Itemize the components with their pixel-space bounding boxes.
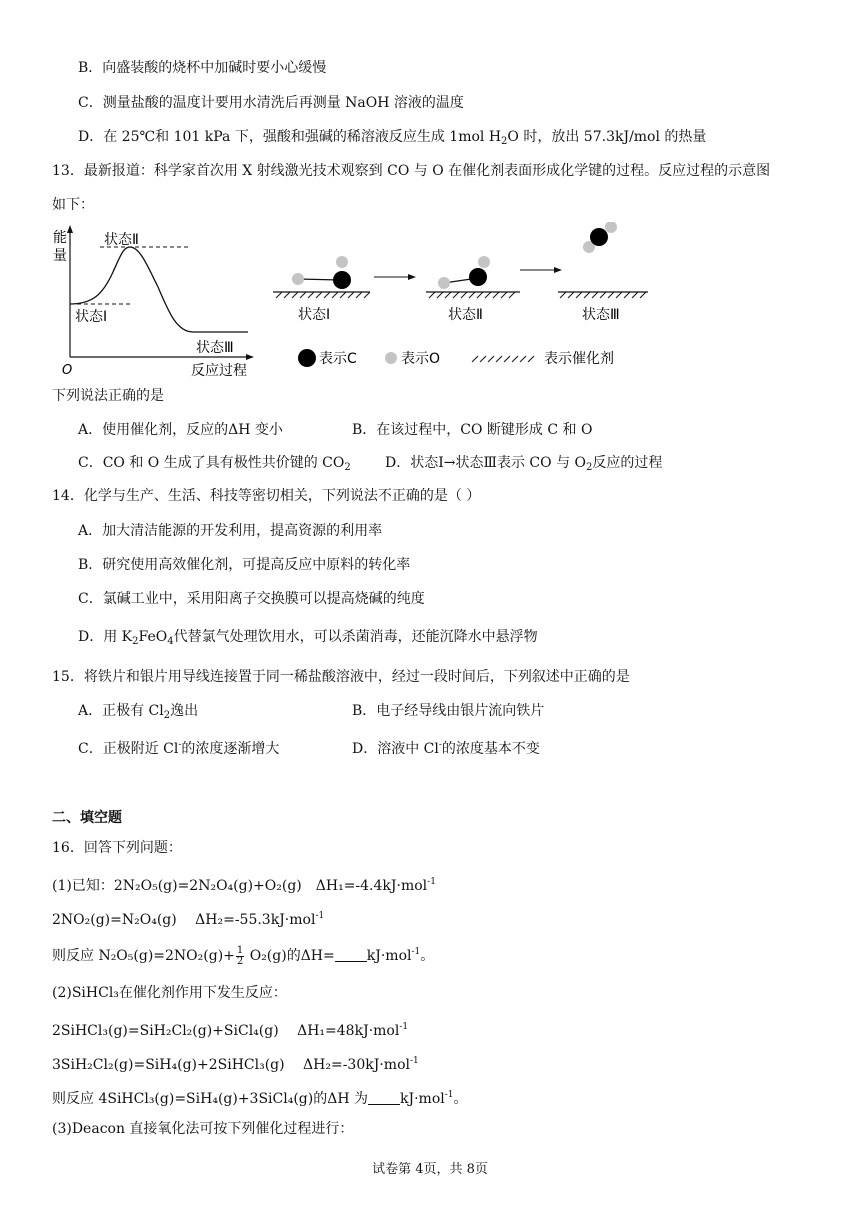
q14-option-a: A．加大清洁能源的开发利用，提高资源的利用率	[78, 523, 383, 539]
state3-o-atom-top	[605, 222, 617, 233]
q16-part1-eq2: 2NO₂(g)=N₂O₄(g) ΔH₂=-55.3kJ·mol$^{-1}$	[52, 911, 325, 928]
q13-figure	[48, 222, 648, 382]
q16-part2-eq2: 3SiH₂Cl₂(g)=SiH₄(g)+2SiHCl₃(g) ΔH₂=-30kJ·mol$^{-1}$	[52, 1056, 419, 1073]
q13-option-d: D．状态Ⅰ→状态Ⅲ表示 CO 与 $O_2$反应的过程	[385, 455, 663, 473]
state2-diagram	[426, 256, 520, 323]
curve-label-state2: 状态Ⅱ	[104, 232, 139, 248]
curve-label-state3: 状态Ⅲ	[196, 340, 234, 356]
legend-o-icon	[385, 352, 397, 364]
energy-diagram	[53, 225, 254, 379]
q14-option-c: C．氯碱工业中，采用阳离子交换膜可以提高烧碱的纯度	[78, 591, 425, 607]
answer-blank-2[interactable]	[368, 1090, 400, 1105]
q12-option-c: C．测量盐酸的温度计要用水清洗后再测量 NaOH 溶液的温度	[78, 95, 464, 111]
legend-catalyst-icon	[472, 356, 534, 362]
q16-part1-question: 则反应 N₂O₅(g)=2NO₂(g)+ $\frac{1}{2}$ O₂(g)的ΔH= kJ·mol$^{-1}$。	[52, 944, 435, 967]
legend	[298, 349, 614, 367]
state1-diagram	[273, 256, 370, 323]
fraction-one-half: $\frac{1}{2}$	[236, 944, 244, 967]
q15-stem: 15．将铁片和银片用导线连接置于同一稀盐酸溶液中，经过一段时间后，下列叙述中正确的是	[52, 669, 630, 685]
legend-c-icon	[298, 349, 316, 367]
q15-option-c: C．正极附近 Cl-的浓度逐渐增大	[78, 740, 280, 757]
q13-question: 下列说法正确的是	[52, 388, 164, 404]
state2-caption: 状态Ⅱ	[448, 307, 483, 323]
state3-caption: 状态Ⅲ	[582, 307, 620, 323]
state2-o-atom-left	[438, 277, 450, 289]
q13-option-a: A．使用催化剂，反应的ΔH 变小	[78, 422, 283, 438]
q13-option-c: C．CO 和 O 生成了具有极性共价键的 $CO_2$	[78, 455, 351, 473]
page-footer: 试卷第 4页，共 8页	[372, 1162, 488, 1177]
q16-part2-eq1: 2SiHCl₃(g)=SiH₂Cl₂(g)+SiCl₄(g) ΔH₁=48kJ·mol$^{-1}$	[52, 1022, 409, 1039]
legend-o-label: 表示O	[401, 351, 441, 367]
state1-c-atom	[333, 271, 351, 289]
x-axis-label: 反应过程	[191, 363, 247, 379]
x-axis-arrow	[246, 354, 254, 360]
q14-stem: 14．化学与生产、生活、科技等密切相关，下列说法不正确的是（ ）	[52, 488, 481, 504]
origin-label: O	[62, 363, 73, 378]
section-title: 二、填空题	[52, 810, 122, 826]
q16-part1-eq1: (1)已知：2N₂O₅(g)=2N₂O₄(g)+O₂(g) ΔH₁=-4.4kJ·mol$^{-1}$	[52, 877, 436, 894]
state1-o-atom-left	[292, 273, 304, 285]
q15-option-b: B．电子经导线由银片流向铁片	[352, 703, 545, 719]
q15-option-a: A．正极有 $Cl_2$逸出	[78, 703, 199, 721]
y-axis-label-1: 能	[53, 230, 67, 246]
q13-stem-line2: 如下：	[52, 197, 94, 213]
q16-part2-question: 则反应 4SiHCl₃(g)=SiH₄(g)+3SiCl₄(g)的ΔH 为 kJ·mol$^{-1}$。	[52, 1090, 468, 1107]
curve-label-state1: 状态Ⅰ	[75, 309, 108, 325]
q13-option-b: B．在该过程中，CO 断键形成 C 和 O	[352, 422, 593, 438]
state1-o-atom-top	[336, 256, 348, 268]
state2-o-atom-top	[478, 256, 490, 268]
q14-option-d: D．用 $K_2FeO_4$代替氯气处理饮用水，可以杀菌消毒，还能沉降水中悬浮物	[78, 629, 538, 647]
q16-part3-stem: (3)Deacon 直接氧化法可按下列催化过程进行：	[52, 1121, 354, 1137]
q12-option-d: D．在 25℃和 101 kPa 下，强酸和强碱的稀溶液反应生成 1mol $H_2O$ 时，放出 57.3kJ/mol 的热量	[78, 129, 707, 147]
legend-catalyst-label: 表示催化剂	[544, 351, 614, 367]
q16-part2-stem: (2)SiHCl₃在催化剂作用下发生反应：	[52, 985, 287, 1001]
q16-stem: 16．回答下列问题：	[52, 840, 182, 856]
legend-c-label: 表示C	[319, 351, 357, 367]
y-axis-arrow	[67, 225, 73, 233]
q12-option-b: B．向盛装酸的烧杯中加碱时要小心缓慢	[78, 60, 327, 76]
state2-c-atom	[469, 268, 487, 286]
state3-c-atom	[590, 228, 608, 246]
q13-stem-line1: 13．最新报道：科学家首次用 X 射线激光技术观察到 CO 与 O 在催化剂表面形成化学键的过程。反应过程的示意图	[52, 163, 771, 179]
y-axis-label-2: 量	[53, 248, 67, 264]
q14-option-b: B．研究使用高效催化剂，可提高反应中原料的转化率	[78, 557, 411, 573]
q15-option-d: D．溶液中 Cl-的浓度基本不变	[352, 740, 540, 757]
answer-blank-1[interactable]	[335, 947, 367, 962]
state1-caption: 状态Ⅰ	[298, 307, 331, 323]
state3-diagram	[558, 222, 648, 323]
